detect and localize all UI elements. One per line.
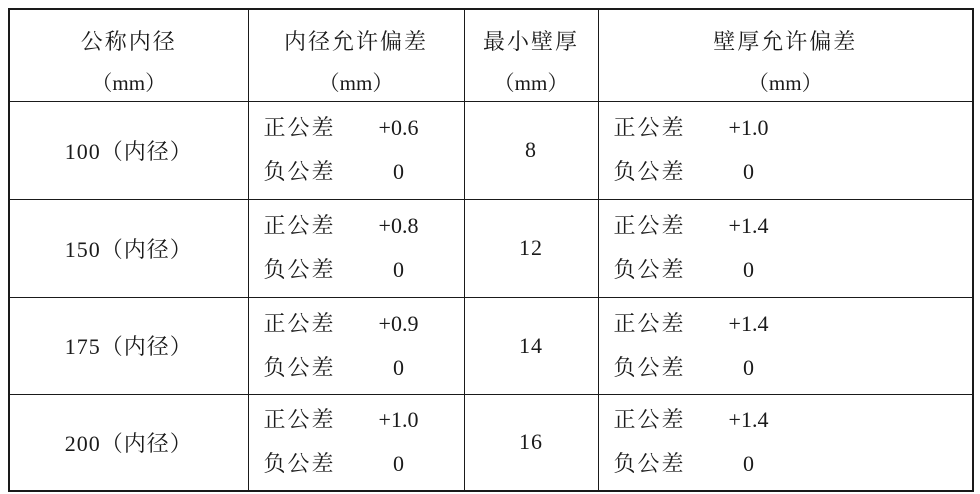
header-unit: （mm） — [318, 71, 394, 96]
positive-tolerance-value: +0.8 — [378, 213, 419, 238]
header-nominal-diameter — [9, 9, 248, 101]
id-tolerance-cell — [248, 199, 464, 297]
positive-tolerance-value: +0.6 — [378, 115, 419, 140]
negative-tolerance-line — [599, 353, 973, 383]
table-row — [9, 101, 973, 199]
positive-tolerance-line — [599, 405, 973, 435]
positive-tolerance-line — [249, 211, 464, 241]
wall-tolerance-cell — [598, 199, 973, 297]
positive-tolerance-line — [599, 309, 973, 339]
header-title: 最小壁厚 — [482, 29, 579, 55]
pipe-dimension-tolerance-table — [8, 8, 974, 492]
header-row — [9, 9, 973, 101]
min-wall-cell: 12 — [464, 199, 598, 297]
negative-tolerance-label: 负公差 — [613, 451, 686, 477]
positive-tolerance-label: 正公差 — [263, 407, 336, 433]
positive-tolerance-value: +1.0 — [728, 115, 769, 140]
positive-tolerance-value: +0.9 — [378, 310, 419, 336]
header-unit: （mm） — [493, 71, 569, 96]
min-wall-cell: 14 — [464, 297, 598, 394]
positive-tolerance-label: 正公差 — [613, 213, 686, 238]
negative-tolerance-value: 0 — [393, 257, 404, 282]
nominal-diameter-cell: 150（内径） — [9, 199, 248, 297]
negative-tolerance-value: 0 — [743, 451, 754, 477]
negative-tolerance-line — [249, 353, 464, 383]
positive-tolerance-label: 正公差 — [263, 115, 336, 140]
negative-tolerance-value: 0 — [393, 159, 404, 184]
negative-tolerance-label: 负公差 — [263, 354, 336, 380]
negative-tolerance-line — [249, 157, 464, 187]
table-row — [9, 199, 973, 297]
positive-tolerance-value: +1.4 — [728, 213, 769, 238]
min-wall-cell: 8 — [464, 101, 598, 199]
wall-tolerance-cell — [598, 101, 973, 199]
positive-tolerance-value: +1.0 — [378, 407, 419, 433]
wall-tolerance-cell — [598, 297, 973, 394]
negative-tolerance-line — [599, 255, 973, 285]
header-wall-tolerance — [598, 9, 973, 101]
negative-tolerance-label: 负公差 — [263, 257, 336, 282]
header-title: 壁厚允许偏差 — [713, 29, 858, 55]
nominal-diameter-cell: 200（内径） — [9, 394, 248, 491]
positive-tolerance-line — [249, 309, 464, 339]
header-min-wall — [464, 9, 598, 101]
table-row — [9, 394, 973, 491]
id-tolerance-cell — [248, 297, 464, 394]
negative-tolerance-line — [249, 255, 464, 285]
header-id-tolerance — [248, 9, 464, 101]
header-title: 内径允许偏差 — [283, 29, 428, 55]
negative-tolerance-line — [249, 449, 464, 479]
negative-tolerance-line — [599, 157, 973, 187]
positive-tolerance-label: 正公差 — [613, 115, 686, 140]
negative-tolerance-label: 负公差 — [263, 159, 336, 184]
negative-tolerance-value: 0 — [393, 451, 404, 477]
negative-tolerance-value: 0 — [743, 354, 754, 380]
negative-tolerance-label: 负公差 — [613, 354, 686, 380]
header-unit: （mm） — [747, 71, 823, 96]
negative-tolerance-label: 负公差 — [613, 159, 686, 184]
negative-tolerance-value: 0 — [393, 354, 404, 380]
nominal-diameter-cell: 100（内径） — [9, 101, 248, 199]
table-row — [9, 297, 973, 394]
positive-tolerance-line — [599, 113, 973, 143]
positive-tolerance-line — [249, 113, 464, 143]
header-title: 公称内径 — [80, 29, 177, 55]
positive-tolerance-value: +1.4 — [728, 310, 769, 336]
min-wall-cell: 16 — [464, 394, 598, 491]
negative-tolerance-label: 负公差 — [263, 451, 336, 477]
positive-tolerance-label: 正公差 — [613, 407, 686, 433]
negative-tolerance-value: 0 — [743, 257, 754, 282]
header-unit: （mm） — [91, 71, 167, 96]
positive-tolerance-label: 正公差 — [263, 213, 336, 238]
id-tolerance-cell — [248, 101, 464, 199]
positive-tolerance-label: 正公差 — [263, 310, 336, 336]
negative-tolerance-label: 负公差 — [613, 257, 686, 282]
positive-tolerance-line — [599, 211, 973, 241]
negative-tolerance-value: 0 — [743, 159, 754, 184]
negative-tolerance-line — [599, 449, 973, 479]
positive-tolerance-label: 正公差 — [613, 310, 686, 336]
nominal-diameter-cell: 175（内径） — [9, 297, 248, 394]
id-tolerance-cell — [248, 394, 464, 491]
positive-tolerance-value: +1.4 — [728, 407, 769, 433]
positive-tolerance-line — [249, 405, 464, 435]
spec-table-sheet — [8, 8, 972, 490]
wall-tolerance-cell — [598, 394, 973, 491]
